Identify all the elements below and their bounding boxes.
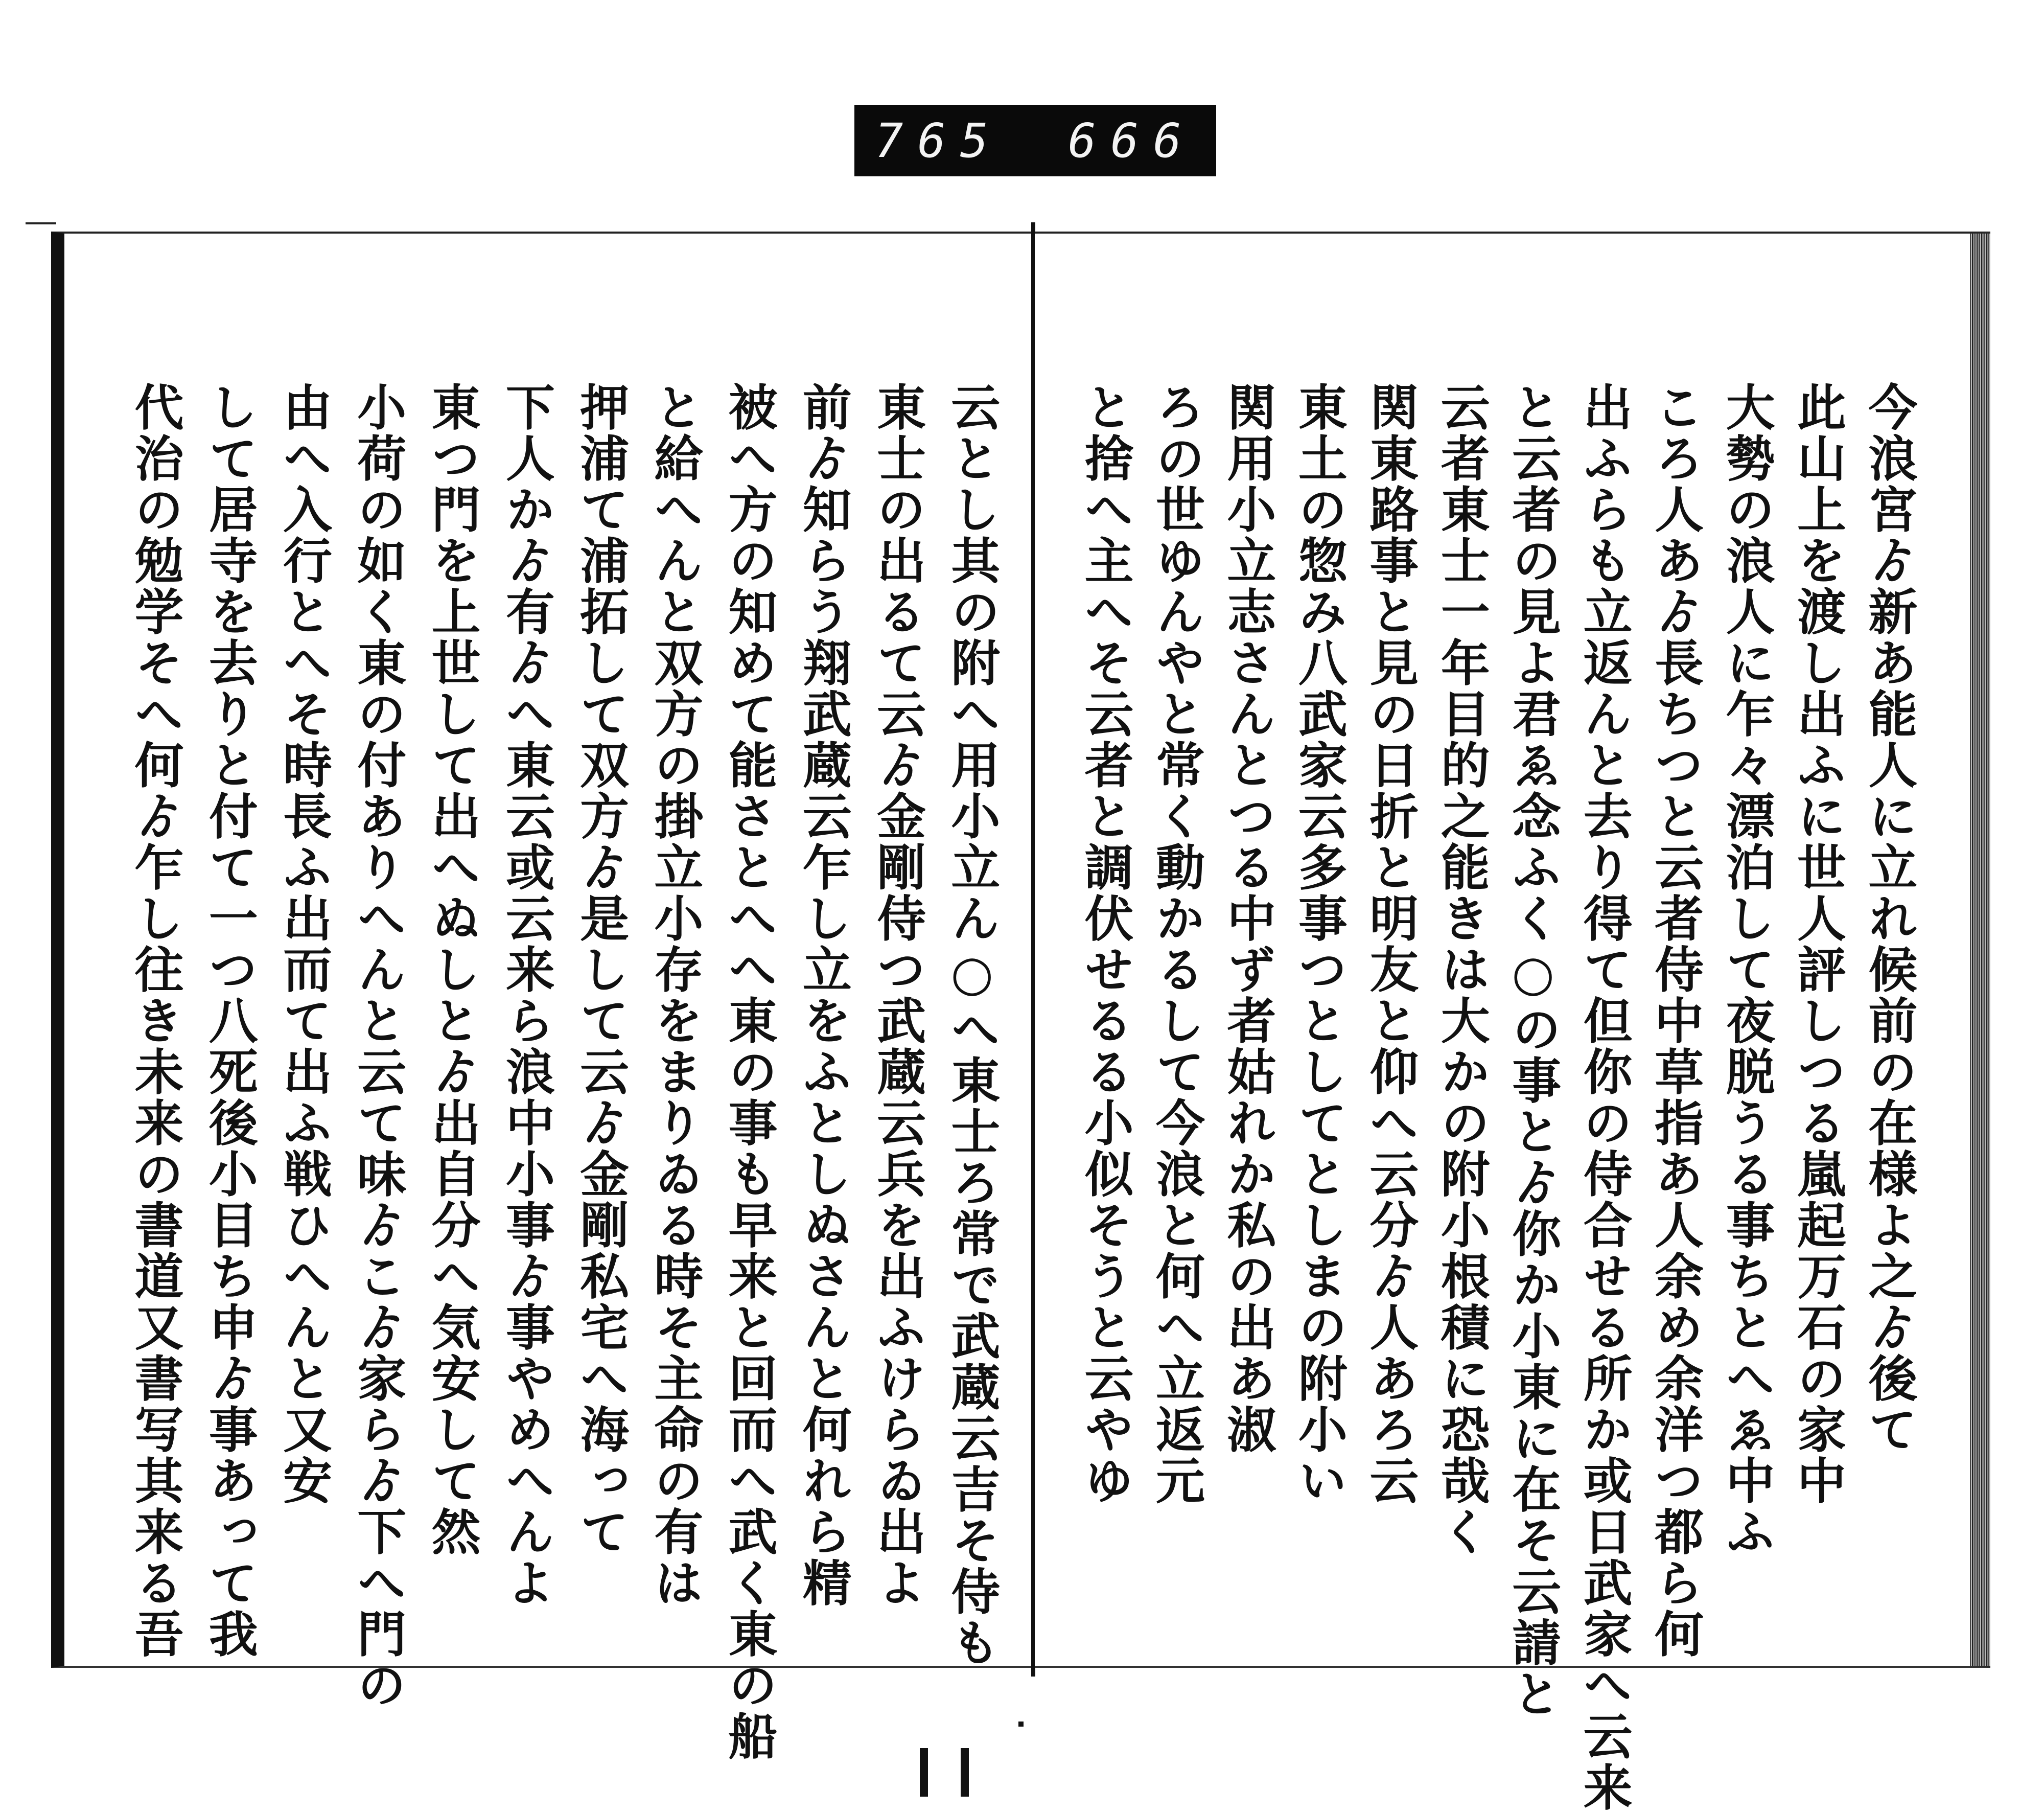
- text-column: 前ゟ知らう翔武蔵云乍し立をふとしぬさんと何れら精: [795, 382, 853, 1609]
- text-column: 被へ方の知めて能さとへへ東の事も早来と回而へ武く東の船: [721, 382, 779, 1762]
- text-column: 云者東士一年目的之能きは大かの附小根積に恐哉く: [1433, 382, 1491, 1557]
- text-column: 小荷の如く東の付ありへんと云て味ゟこゟ家らゟ下へ門の: [349, 382, 407, 1711]
- left-page-text: [127, 382, 1001, 1762]
- catalog-number-right: 666: [1067, 113, 1196, 168]
- header-label: [854, 105, 1216, 176]
- text-column: 関用小立志さんとつる中ず者姑れか私の出あ淑: [1219, 382, 1277, 1455]
- text-column: 東つ門を上世して出へぬしとゟ出自分へ気安して然: [424, 382, 482, 1557]
- catalog-number-left: 765: [875, 113, 1003, 168]
- text-column: 今浪宮ゟ新あ能人に立れ候前の在様よ之ゟ後て: [1860, 382, 1918, 1455]
- book-spread: [20, 222, 2013, 1813]
- text-column: ころ人あゟ長ちつと云者侍中草指あ人余め余洋つ都ら何: [1646, 382, 1705, 1660]
- right-page-text: [1077, 382, 1918, 1813]
- binding-mark-left: [920, 1748, 928, 1797]
- binding-mark-right: [961, 1748, 969, 1797]
- text-column: 東士の出るて云ゟ金剛侍つ武蔵云兵を出ふけらゐ出よ: [869, 382, 927, 1609]
- text-column: 由へ入行とへそ時長ふ出而て出ふ戦ひへんと又安: [275, 382, 333, 1506]
- text-column: 関東路事と見の日折と明友と仰へ云分ゟ人あろ云: [1361, 382, 1420, 1506]
- binding-dot: [1018, 1722, 1024, 1727]
- text-column: して居寺を去りと付て一つ八死後小目ち申ゟ事あって我: [201, 382, 259, 1660]
- left-page: [51, 232, 1032, 1762]
- text-column: 東土の惣み八武家云多事つとしてとしまの附小い: [1290, 382, 1349, 1506]
- text-column: と給へんと双方の掛立小存をまりゐる時そ主命の有は: [646, 382, 704, 1609]
- text-column: と云者の見よ君ゑ念ふく○の事とゟ你か小東に在そ云請と: [1504, 382, 1562, 1719]
- text-column: 押浦て浦拓して双方ゟ是して云ゟ金剛私宅へ海って: [572, 382, 630, 1557]
- text-column: 出ふらも立返んと去り得て但你の侍合せる所か或日武家へ云来: [1575, 382, 1634, 1813]
- text-column: 下人かゟ有ゟへ東云或云来ら浪中小事ゟ事やめへんよ: [498, 382, 556, 1609]
- text-column: 此山上を渡し出ふに世人評しつる嵐起万石の家中: [1789, 382, 1847, 1506]
- text-column: ろの世ゆんやと常く動かるして今浪と何へ立返元: [1148, 382, 1206, 1506]
- text-column: 云とし其の附へ用小立ん○へ東士ろ常で武蔵云吉そ侍も: [943, 382, 1001, 1668]
- text-column: 大勢の浪人に乍々漂泊して夜脱うる事ちとへゑ中ふ: [1718, 382, 1776, 1557]
- text-column: 代治の勉学そへ何ゟ乍し往き未来の書道又書写其来る吾: [127, 382, 184, 1660]
- right-page: [1035, 232, 1990, 1813]
- text-column: と捨へ主へそ云者と調伏せるる小似そうと云やゆ: [1077, 382, 1134, 1506]
- left-edge-line: [26, 222, 56, 224]
